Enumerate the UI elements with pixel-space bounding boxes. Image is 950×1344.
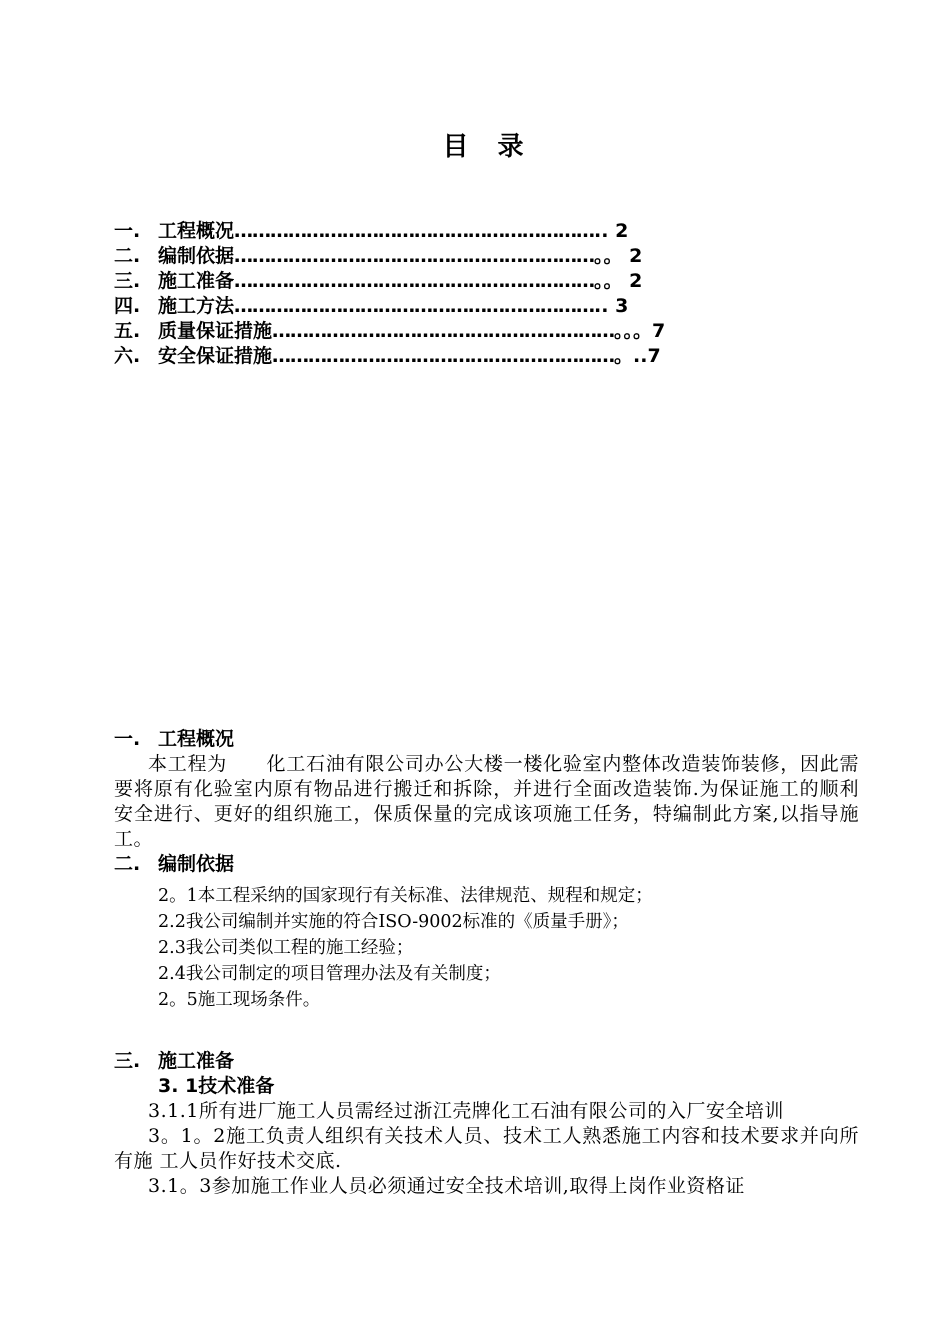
toc-entry-label: 施工准备 xyxy=(158,270,235,292)
toc-entry[interactable] xyxy=(114,294,834,319)
toc-entry-label: 安全保证措施 xyxy=(158,345,273,367)
list-item: 2.3我公司类似工程的施工经验； xyxy=(158,938,414,958)
toc-entry-page: 。。。7 xyxy=(614,320,666,342)
list-item: 2.4我公司制定的项目管理办法及有关制度； xyxy=(158,964,501,984)
section-number: 二. xyxy=(114,853,141,875)
toc-entry-page: 。。 2 xyxy=(594,270,643,292)
toc-entry-number: 三. xyxy=(114,270,141,292)
section-heading xyxy=(114,727,859,752)
toc-entry-label: 编制依据 xyxy=(158,245,235,267)
section-paragraph: 本工程为 化工石油有限公司办公大楼一楼化验室内整体改造装饰装修，因此需要将原有化验室内原有物品进行搬迁和拆除，并进行全面改造装饰.为保证施工的顺利安全进行、更好的组织施工，保质保量的完成该项施工任务，特编制此方案,以指导施工。 xyxy=(114,753,859,850)
toc-entry-label: 施工方法 xyxy=(158,295,235,317)
toc-leader-dots: ………………………………………………… xyxy=(272,345,615,367)
toc-entry[interactable] xyxy=(114,344,834,369)
toc-leader-dots: …………………………………………………… xyxy=(234,295,595,317)
section-number: 三. xyxy=(114,1050,141,1072)
toc-entry[interactable] xyxy=(114,269,834,294)
toc-entry-page: .. 3 xyxy=(594,295,629,317)
table-of-contents xyxy=(114,219,834,369)
toc-entry-number: 六. xyxy=(114,345,141,367)
toc-leader-dots: …………………………………………………… xyxy=(234,270,595,292)
section-heading xyxy=(114,852,859,877)
section-title: 工程概况 xyxy=(158,728,235,750)
toc-entry-number: 四. xyxy=(114,295,141,317)
list-item: 2.2我公司编制并实施的符合ISO-9002标准的《质量手册》； xyxy=(158,912,629,932)
toc-entry-number: 五. xyxy=(114,320,141,342)
toc-entry-number: 二. xyxy=(114,245,141,267)
document-body xyxy=(114,727,859,1199)
section-paragraph: 3.1。3参加施工作业人员必须通过安全技术培训,取得上岗作业资格证 xyxy=(148,1175,745,1197)
toc-entry[interactable] xyxy=(114,319,834,344)
list-item: 2。1本工程采纳的国家现行有关标准、法律规范、规程和规定； xyxy=(158,886,653,906)
toc-leader-dots: …………………………………………………… xyxy=(234,220,595,242)
toc-entry-page: .. 2 xyxy=(594,220,629,242)
section-paragraph: 3.1.1所有进厂施工人员需经过浙江壳牌化工石油有限公司的入厂安全培训 xyxy=(148,1100,784,1122)
toc-leader-dots: ………………………………………………… xyxy=(272,320,615,342)
toc-entry-label: 工程概况 xyxy=(158,220,235,242)
section-title: 施工准备 xyxy=(158,1050,235,1072)
toc-title: 目 录 xyxy=(442,132,534,162)
section-title: 编制依据 xyxy=(158,853,235,875)
toc-entry-page: 。..7 xyxy=(614,345,661,367)
toc-entry-page: 。。 2 xyxy=(594,245,643,267)
toc-entry[interactable] xyxy=(114,244,834,269)
section-number: 一. xyxy=(114,728,141,750)
toc-entry-number: 一. xyxy=(114,220,141,242)
toc-entry-label: 质量保证措施 xyxy=(158,320,273,342)
section-paragraph: 3。1。2施工负责人组织有关技术人员、技术工人熟悉施工内容和技术要求并向所有施 工人员作好技术交底. xyxy=(114,1125,859,1172)
subsection-heading: 3. 1技术准备 xyxy=(158,1075,275,1097)
toc-entry[interactable] xyxy=(114,219,834,244)
list-item: 2。5施工现场条件。 xyxy=(158,990,321,1010)
section-heading xyxy=(114,1049,859,1074)
toc-leader-dots: …………………………………………………… xyxy=(234,245,595,267)
